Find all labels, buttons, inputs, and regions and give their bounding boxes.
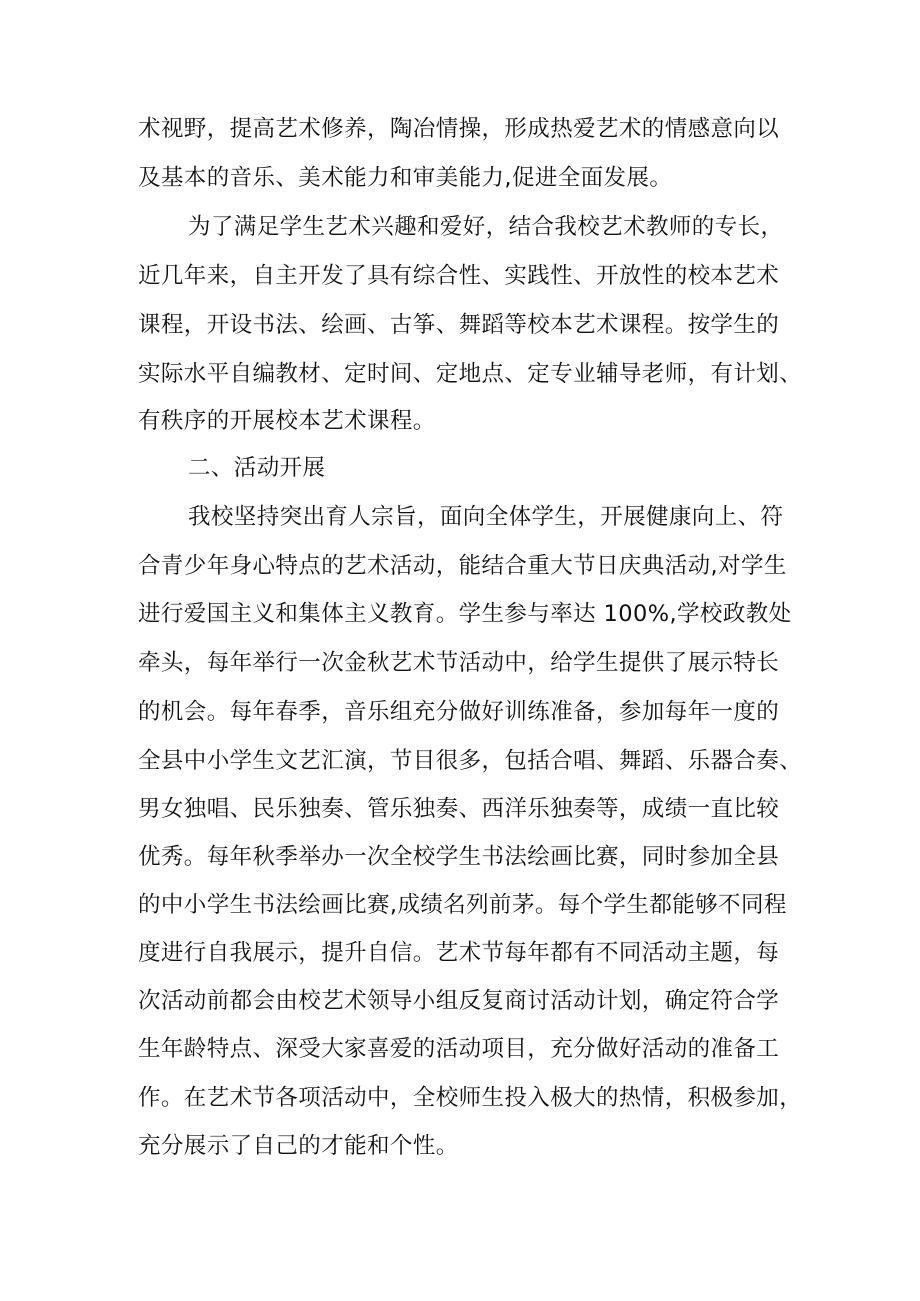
text-line: 实际水平自编教材、定时间、定地点、定专业辅导老师，有计划、 [138, 361, 803, 387]
paragraph-first-line: 我校坚持突出育人宗旨，面向全体学生，开展健康向上、符 [188, 504, 784, 530]
text-line: 牵头，每年举行一次金秋艺术节活动中，给学生提供了展示特长 [138, 650, 780, 676]
text-line: 生年龄特点、深受大家喜爱的活动项目，充分做好活动的准备工 [138, 1036, 780, 1062]
text-line: 作。在艺术节各项活动中，全校师生投入极大的热情，积极参加， [138, 1085, 803, 1111]
text-line: 的机会。每年春季，音乐组充分做好训练准备，参加每年一度的 [138, 699, 780, 725]
section-heading: 二、活动开展 [188, 455, 326, 481]
text-line: 优秀。每年秋季举办一次全校学生书法绘画比赛，同时参加全县 [138, 844, 780, 870]
text-line: 术视野，提高艺术修养，陶冶情操，形成热爱艺术的情感意向以 [138, 116, 780, 142]
text-line: 近几年来，自主开发了具有综合性、实践性、开放性的校本艺术 [138, 263, 780, 289]
text-line: 进行爱国主义和集体主义教育。学生参与率达 100%,学校政教处 [138, 601, 792, 627]
text-line: 的中小学生书法绘画比赛,成绩名列前茅。每个学生都能够不同程 [138, 892, 787, 918]
paragraph-first-line: 为了满足学生艺术兴趣和爱好，结合我校艺术教师的专长， [188, 214, 784, 240]
text-line: 次活动前都会由校艺术领导小组反复商讨活动计划，确定符合学 [138, 988, 780, 1014]
text-line: 充分展示了自己的才能和个性。 [138, 1133, 459, 1159]
text-line: 合青少年身心特点的艺术活动，能结合重大节日庆典活动,对学生 [138, 553, 787, 579]
text-line: 课程，开设书法、绘画、古筝、舞蹈等校本艺术课程。按学生的 [138, 312, 780, 338]
text-line: 全县中小学生文艺汇演，节目很多，包括合唱、舞蹈、乐器合奏、 [138, 748, 803, 774]
text-line: 男女独唱、民乐独奏、管乐独奏、西洋乐独奏等，成绩一直比较 [138, 796, 780, 822]
text-line: 及基本的音乐、美术能力和审美能力,促进全面发展。 [138, 165, 673, 191]
text-line: 度进行自我展示，提升自信。艺术节每年都有不同活动主题，每 [138, 940, 780, 966]
text-line: 有秩序的开展校本艺术课程。 [138, 408, 436, 434]
